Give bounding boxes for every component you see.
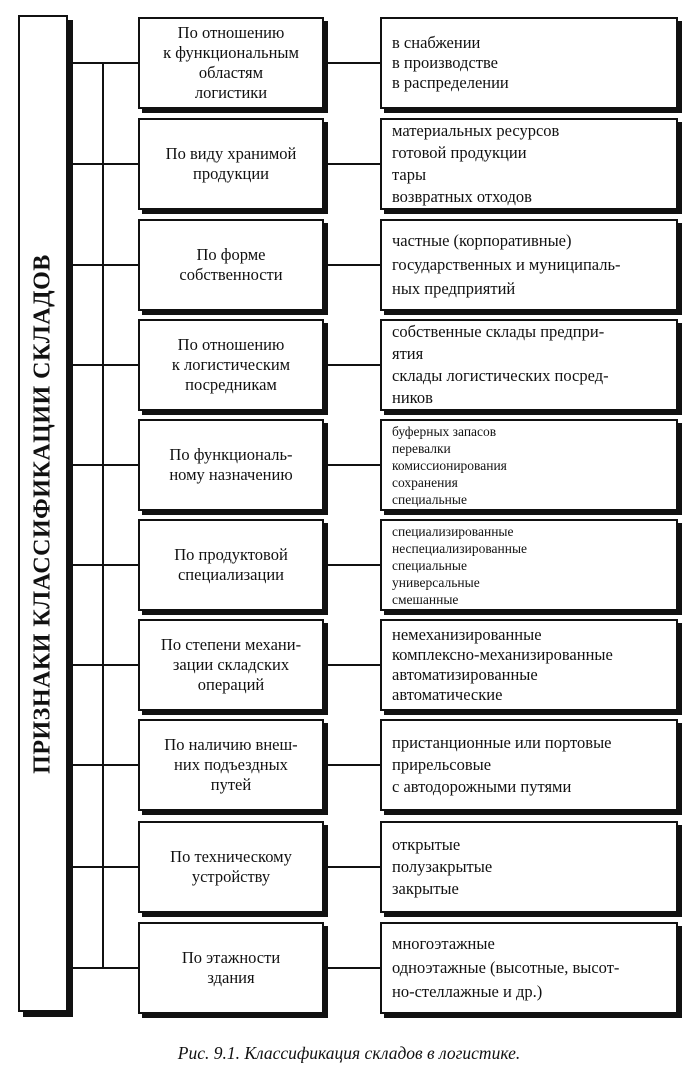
criterion-line: По виду хранимой <box>165 144 297 163</box>
criterion-line: зации складских <box>172 655 290 674</box>
types-box <box>380 922 678 1014</box>
type-item: комплексно-механизированные <box>392 645 613 664</box>
criterion-line: ному назначению <box>169 465 293 484</box>
type-item: немеханизированные <box>392 625 542 644</box>
criterion-line: По отношению <box>177 23 285 42</box>
criterion-box <box>138 118 324 210</box>
criterion-line: По техническому <box>170 847 292 866</box>
criterion-box <box>138 219 324 311</box>
criterion-line: По отношению <box>177 335 285 354</box>
criterion-box <box>138 319 324 411</box>
types-box <box>380 519 678 611</box>
type-item: но-стеллажные и др.) <box>392 982 543 1001</box>
type-item: специальные <box>392 491 467 507</box>
types-box <box>380 118 678 210</box>
type-item: специализированные <box>392 523 514 539</box>
type-item: тары <box>392 165 427 184</box>
criterion-box <box>138 419 324 511</box>
type-item: специальные <box>392 557 467 573</box>
criterion-box <box>138 922 324 1014</box>
types-box <box>380 17 678 109</box>
types-box <box>380 419 678 511</box>
main-title: ПРИЗНАКИ КЛАССИФИКАЦИИ СКЛАДОВ <box>29 253 56 774</box>
type-item: комиссионирования <box>392 457 507 473</box>
type-item: склады логистических посред- <box>392 366 609 385</box>
criterion-box <box>138 719 324 811</box>
criterion-box <box>138 519 324 611</box>
criterion-line: По степени механи- <box>160 635 302 654</box>
type-item: пристанционные или портовые <box>392 733 612 752</box>
type-item: ятия <box>392 344 424 363</box>
type-item: открытые <box>392 835 461 854</box>
type-item: в производстве <box>392 53 498 72</box>
criterion-box <box>138 17 324 109</box>
types-box <box>380 719 678 811</box>
type-item: государственных и муниципаль- <box>392 255 621 274</box>
type-item: автоматизированные <box>392 665 538 684</box>
type-item: закрытые <box>392 879 459 898</box>
criterion-box <box>138 821 324 913</box>
type-item: автоматические <box>392 685 503 704</box>
type-item: полузакрытые <box>392 857 493 876</box>
type-item: сохранения <box>392 474 458 490</box>
criterion-box <box>138 619 324 711</box>
criterion-line: них подъездных <box>174 755 288 774</box>
criterion-line: здания <box>207 968 255 987</box>
types-box <box>380 319 678 411</box>
criterion-line: По функциональ- <box>169 445 293 464</box>
criterion-line: к логистическим <box>171 355 291 374</box>
type-item: материальных ресурсов <box>392 121 560 140</box>
criterion-line: посредникам <box>185 375 277 394</box>
type-item: частные (корпоративные) <box>392 231 572 250</box>
criterion-line: собственности <box>179 265 283 284</box>
criterion-line: По наличию внеш- <box>164 735 298 754</box>
criterion-line: логистики <box>194 83 268 102</box>
type-item: собственные склады предпри- <box>392 322 605 341</box>
main-title-box <box>18 15 68 1012</box>
type-item: в распределении <box>392 73 509 92</box>
types-box <box>380 619 678 711</box>
criterion-line: По этажности <box>181 948 281 967</box>
criterion-line: устройству <box>191 867 271 886</box>
type-item: готовой продукции <box>392 143 527 162</box>
type-item: неспециализированные <box>392 540 528 556</box>
type-item: возвратных отходов <box>392 187 532 206</box>
types-box <box>380 219 678 311</box>
criterion-line: операций <box>197 675 265 694</box>
type-item: одноэтажные (высотные, высот- <box>392 958 620 977</box>
type-item: ников <box>392 388 433 407</box>
criterion-line: специализации <box>177 565 284 584</box>
criterion-line: областям <box>198 63 264 82</box>
criterion-line: По форме <box>196 245 266 264</box>
type-item: универсальные <box>392 574 480 590</box>
criterion-line: По продуктовой <box>174 545 288 564</box>
figure-caption: Рис. 9.1. Классификация складов в логистике. <box>177 1043 521 1063</box>
types-box <box>380 821 678 913</box>
criterion-line: продукции <box>192 164 269 183</box>
type-item: многоэтажные <box>392 934 495 953</box>
criterion-line: к функциональным <box>163 43 299 62</box>
criterion-line: путей <box>210 775 252 794</box>
type-item: смешанные <box>392 591 459 607</box>
type-item: буферных запасов <box>392 423 497 439</box>
type-item: прирельсовые <box>392 755 492 774</box>
type-item: ных предприятий <box>392 279 516 298</box>
type-item: в снабжении <box>392 33 481 52</box>
type-item: перевалки <box>392 440 451 456</box>
type-item: с автодорожными путями <box>392 777 572 796</box>
